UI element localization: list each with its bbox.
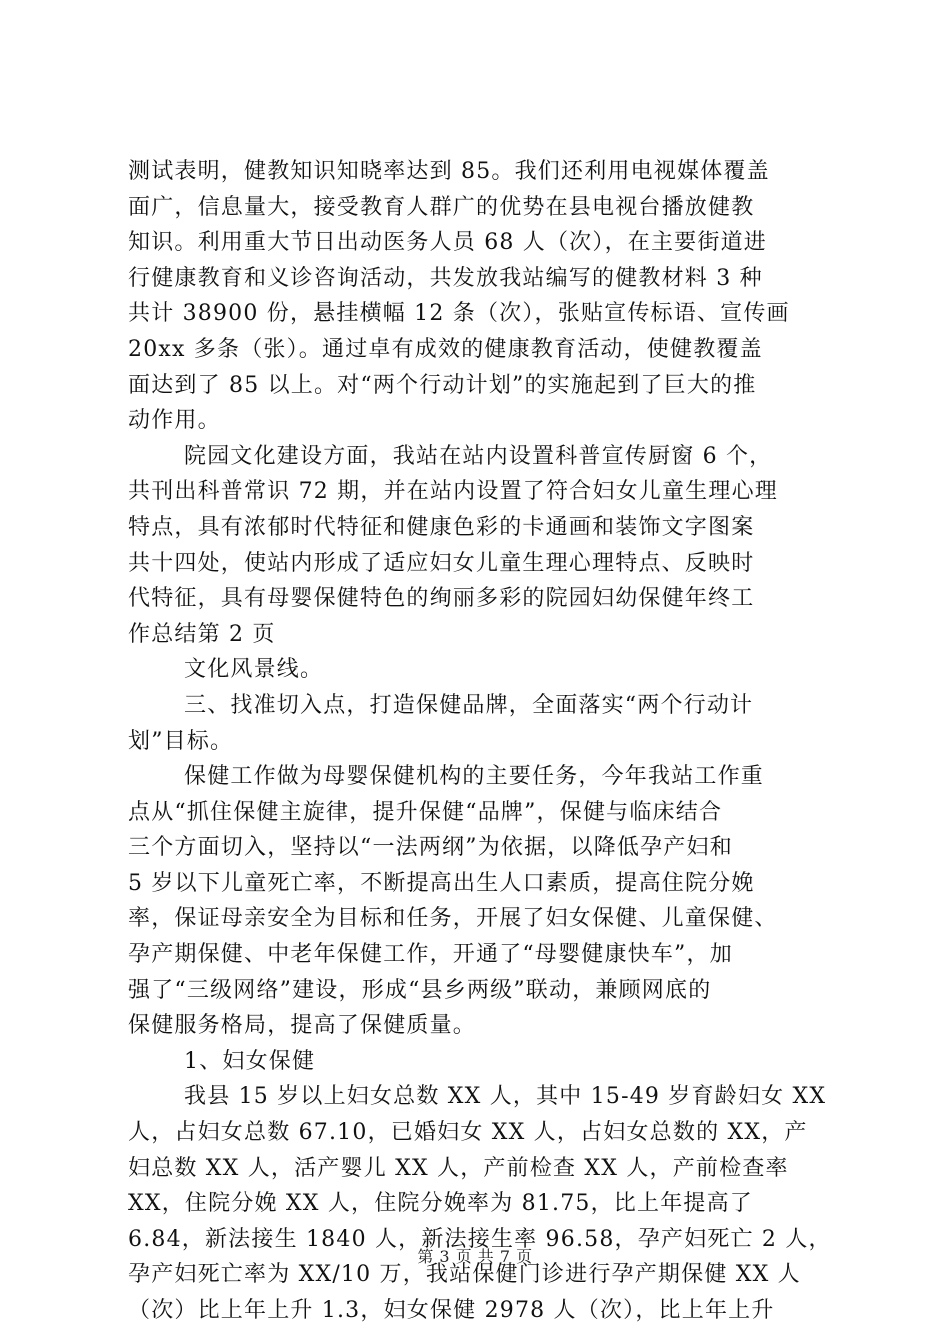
paragraph (128, 154, 828, 439)
text-line: 5 岁以下儿童死亡率，不断提高出生人口素质，提高住院分娩 (128, 870, 755, 896)
text-line: 面达到了 85 以上。对“两个行动计划”的实施起到了巨大的推 (128, 372, 757, 398)
text-line: 妇总数 XX 人，活产婴儿 XX 人，产前检查 XX 人，产前检查率 (128, 1155, 789, 1181)
text-line: （次）比上年上升 1.3，妇女保健 2978 人（次），比上年上升 (128, 1298, 775, 1323)
paragraph (128, 759, 828, 1044)
page-footer: 第 3 页 共 7 页 (417, 1247, 533, 1266)
text-line: 我县 15 岁以上妇女总数 XX 人，其中 15-49 岁育龄妇女 XX (184, 1084, 827, 1110)
paragraph (128, 1079, 832, 1328)
text-line: 院园文化建设方面，我站在站内设置科普宣传厨窗 6 个， (184, 443, 773, 469)
text-line: 共十四处，使站内形成了适应妇女儿童生理心理特点、反映时 (128, 550, 755, 576)
text-line: 保健工作做为母婴保健机构的主要任务，今年我站工作重 (184, 764, 765, 790)
text-line: 孕产妇死亡率为 XX/10 万，我站保健门诊进行孕产期保健 XX 人 (128, 1262, 801, 1288)
text-line: 20xx 多条（张）。通过卓有成效的健康教育活动，使健教覆盖 (128, 336, 763, 362)
paragraph (128, 1044, 828, 1080)
text-line: 率，保证母亲安全为目标和任务，开展了妇女保健、儿童保健、 (128, 906, 778, 932)
text-line: 代特征，具有母婴保健特色的绚丽多彩的院园妇幼保健年终工 (128, 586, 755, 612)
text-line: 特点，具有浓郁时代特征和健康色彩的卡通画和装饰文字图案 (128, 514, 755, 540)
text-line: 知识。利用重大节日出动医务人员 68 人（次），在主要街道进 (128, 230, 767, 256)
text-line: XX，住院分娩 XX 人，住院分娩率为 81.75，比上年提高了 (128, 1191, 754, 1217)
text-line: 文化风景线。 (184, 657, 324, 683)
text-line: 强了“三级网络”建设，形成“县乡两级”联动，兼顾网底的 (128, 977, 712, 1003)
text-line: 测试表明，健教知识知晓率达到 85。我们还利用电视媒体覆盖 (128, 159, 770, 184)
text-line: 动作用。 (128, 408, 221, 434)
text-line: 三个方面切入，坚持以“一法两纲”为依据，以降低孕产妇和 (128, 835, 733, 861)
text-line: 1、妇女保健 (184, 1048, 316, 1074)
text-line: 共计 38900 份，悬挂横幅 12 条（次），张贴宣传标语、宣传画 (128, 301, 790, 327)
text-line: 人，占妇女总数 67.10，已婚妇女 XX 人，占妇女总数的 XX，产 (128, 1120, 808, 1146)
text-line: 行健康教育和义诊咨询活动，共发放我站编写的健教材料 3 种 (128, 265, 763, 291)
paragraph (128, 439, 828, 653)
text-line: 三、找准切入点，打造保健品牌，全面落实“两个行动计 (184, 692, 754, 718)
document-body (128, 154, 832, 1329)
paragraph (128, 688, 828, 759)
text-line: 面广，信息量大，接受教育人群广的优势在县电视台播放健教 (128, 194, 755, 220)
text-line: 6.84，新法接生 1840 人，新法接生率 96.58，孕产妇死亡 2 人， (128, 1226, 832, 1252)
text-line: 保健服务格局，提高了保健质量。 (128, 1013, 477, 1039)
text-line: 作总结第 2 页 (128, 621, 276, 647)
paragraph (128, 652, 828, 688)
text-line: 划”目标。 (128, 728, 234, 754)
text-line: 共刊出科普常识 72 期，并在站内设置了符合妇女儿童生理心理 (128, 479, 778, 505)
text-line: 点从“抓住保健主旋律，提升保健“品牌”，保健与临床结合 (128, 799, 723, 825)
text-line: 孕产期保健、中老年保健工作，开通了“母婴健康快车”，加 (128, 942, 733, 968)
